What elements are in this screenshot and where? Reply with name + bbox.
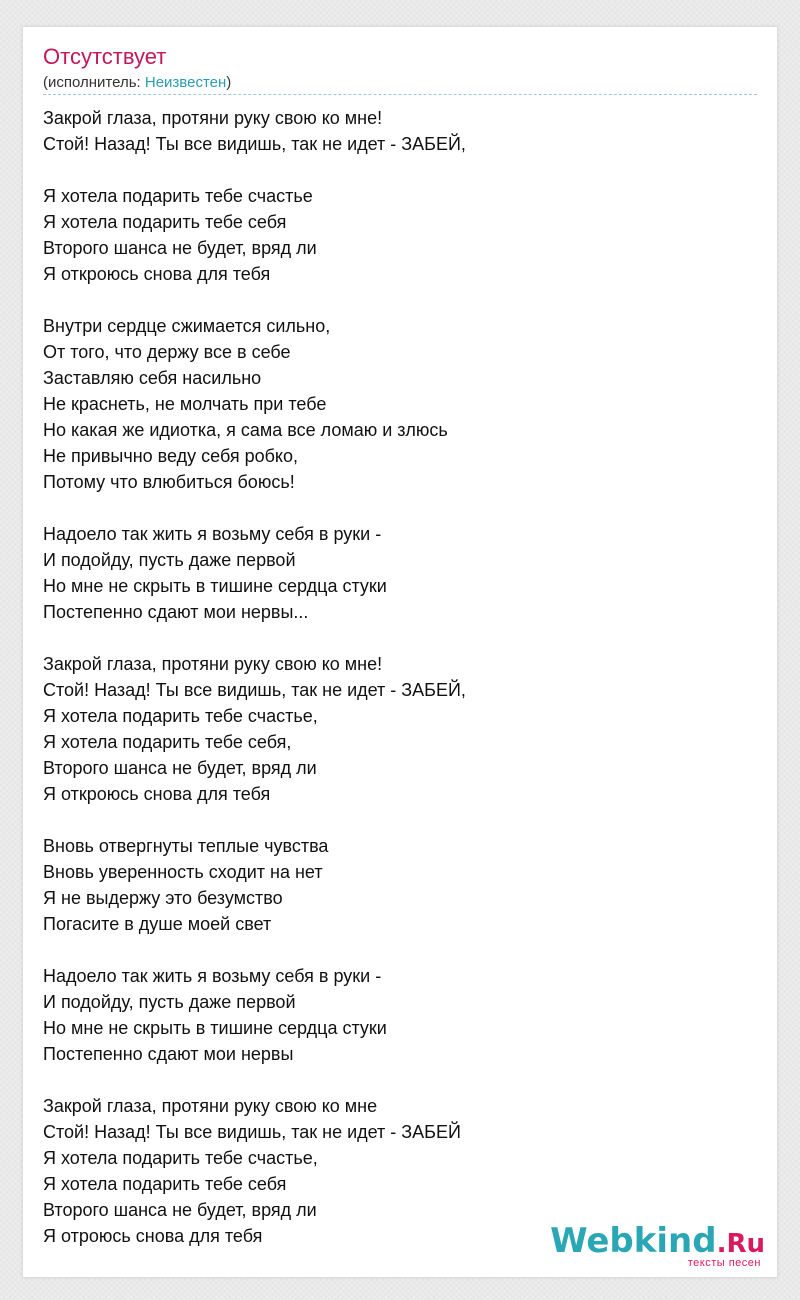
lyric-line: И подойду, пусть даже первой [43, 550, 296, 570]
lyric-line [43, 1067, 466, 1093]
lyric-line: Вновь уверенность сходит на нет [43, 862, 323, 882]
lyric-line: Я хотела подарить тебе счастье, [43, 1148, 318, 1168]
lyric-line: Но мне не скрыть в тишине сердца стуки [43, 1018, 387, 1038]
lyric-line: Я хотела подарить тебе себя, [43, 732, 292, 752]
lyric-line: Я хотела подарить тебе себя [43, 1174, 287, 1194]
lyric-line: Но мне не скрыть в тишине сердца стуки [43, 576, 387, 596]
lyric-line: Я не выдержу это безумство [43, 888, 283, 908]
lyric-line: Второго шанса не будет, вряд ли [43, 1200, 317, 1220]
lyric-line: Стой! Назад! Ты все видишь, так не идет - ЗАБЕЙ, [43, 680, 466, 700]
lyric-line: Стой! Назад! Ты все видишь, так не идет - ЗАБЕЙ, [43, 134, 466, 154]
lyric-line: Второго шанса не будет, вряд ли [43, 758, 317, 778]
lyric-line: Постепенно сдают мои нервы [43, 1044, 294, 1064]
logo-tld: .Ru [716, 1229, 765, 1259]
lyric-line: Я хотела подарить тебе счастье, [43, 706, 318, 726]
lyric-line [43, 157, 466, 183]
lyric-line [43, 625, 466, 651]
lyric-line: От того, что держу все в себе [43, 342, 291, 362]
lyric-line: Стой! Назад! Ты все видишь, так не идет - ЗАБЕЙ [43, 1122, 461, 1142]
lyric-line: Я откроюсь снова для тебя [43, 264, 271, 284]
lyric-line [43, 287, 466, 313]
lyric-line: И подойду, пусть даже первой [43, 992, 296, 1012]
lyric-line: Не краснеть, не молчать при тебе [43, 394, 327, 414]
lyric-line [43, 807, 466, 833]
lyric-line: Надоело так жить я возьму себя в руки - [43, 524, 382, 544]
lyric-line: Вновь отвергнуты теплые чувства [43, 836, 329, 856]
lyric-line: Закрой глаза, протяни руку свою ко мне! [43, 108, 383, 128]
lyric-line: Закрой глаза, протяни руку свою ко мне [43, 1096, 378, 1116]
lyric-line: Я хотела подарить тебе себя [43, 212, 287, 232]
lyric-line: Но какая же идиотка, я сама все ломаю и злюсь [43, 420, 448, 440]
lyric-line: Постепенно сдают мои нервы... [43, 602, 309, 622]
lyric-line: Потому что влюбиться боюсь! [43, 472, 295, 492]
lyric-line [43, 937, 466, 963]
lyric-line: Погасите в душе моей свет [43, 914, 272, 934]
logo-tagline: тексты песен [687, 1257, 761, 1269]
divider [43, 94, 757, 95]
lyrics-body [43, 105, 466, 1249]
lyric-line: Я отроюсь снова для тебя [43, 1226, 263, 1246]
lyric-line: Я откроюсь снова для тебя [43, 784, 271, 804]
lyric-line: Закрой глаза, протяни руку свою ко мне! [43, 654, 383, 674]
logo-text [550, 1221, 765, 1261]
artist-suffix: ) [226, 74, 232, 91]
song-title: Отсутствует [43, 44, 167, 69]
webkind-logo[interactable] [550, 1221, 765, 1269]
lyrics-card [22, 26, 778, 1278]
lyric-line: Надоело так жить я возьму себя в руки - [43, 966, 382, 986]
artist-link[interactable]: Неизвестен [144, 74, 227, 91]
lyric-line: Я хотела подарить тебе счастье [43, 186, 313, 206]
lyric-line: Внутри сердце сжимается сильно, [43, 316, 331, 336]
artist-prefix: (исполнитель: [43, 74, 145, 91]
lyric-line: Второго шанса не будет, вряд ли [43, 238, 317, 258]
lyric-line [43, 495, 466, 521]
artist-line [43, 73, 231, 93]
logo-word: Webkind [550, 1221, 717, 1261]
lyric-line: Заставляю себя насильно [43, 368, 262, 388]
lyric-line: Не привычно веду себя робко, [43, 446, 299, 466]
